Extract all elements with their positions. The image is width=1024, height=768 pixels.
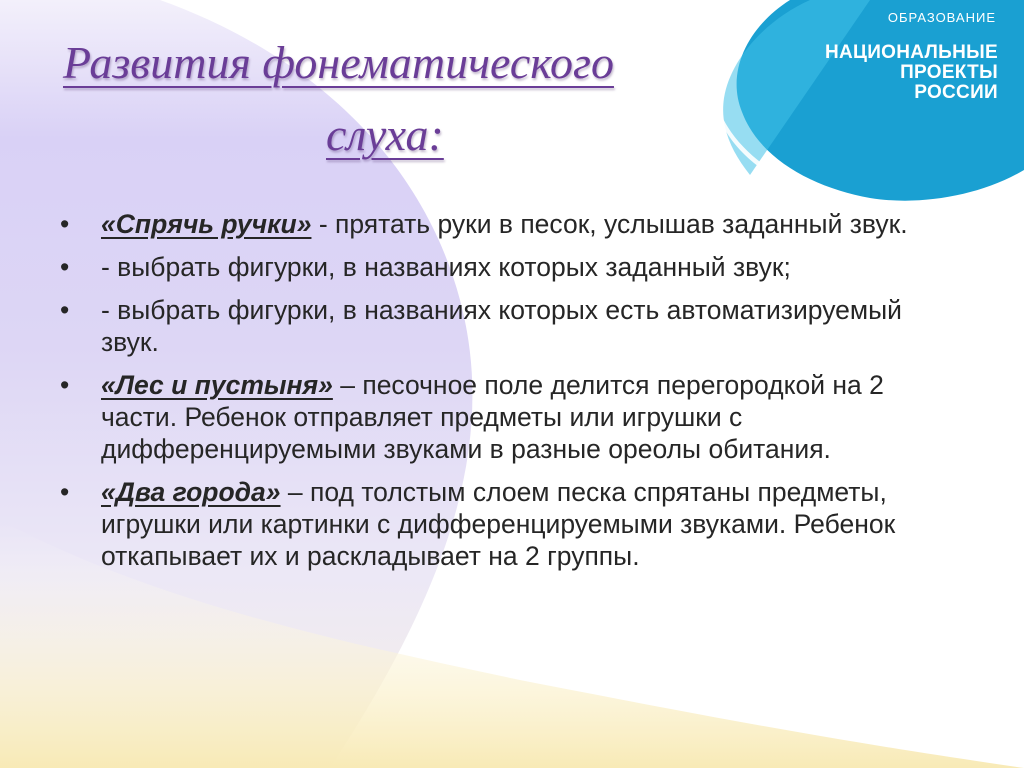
bullet-list (60, 208, 960, 583)
list-item (60, 208, 960, 240)
logo-text (790, 10, 998, 103)
logo-line-2: ПРОЕКТЫ (900, 62, 998, 83)
list-item (60, 294, 960, 358)
game-name: «Лес и пустыня» (101, 370, 333, 400)
logo-line-3: РОССИИ (914, 82, 998, 103)
bullet-icon: • (60, 295, 70, 325)
item-text: - выбрать фигурки, в названиях которых заданный звук; (101, 252, 791, 282)
list-item (60, 369, 960, 465)
bullet-icon: • (60, 209, 70, 239)
item-text: – под толстым слоем песка спрятаны предметы, игрушки или картинки с дифференцируемыми звуками. Ребенок откапывает их и раскладывает на 2 группы. (101, 477, 896, 571)
list-item (60, 476, 960, 572)
bullet-icon: • (60, 370, 70, 400)
item-text: – песочное поле делится перегородкой на 2 части. Ребенок отправляет предметы или игрушки с дифференцируемыми звуками в разные ореолы обитания. (101, 370, 884, 464)
game-name: «Спрячь ручки» (101, 209, 312, 239)
slide-title-line-2: слуха: (326, 109, 444, 160)
item-text: - прятать руки в песок, услышав заданный звук. (311, 209, 908, 239)
logo-education-label: ОБРАЗОВАНИЕ (887, 10, 996, 25)
slide-title-line-1: Развития фонематического (63, 37, 614, 88)
item-text: - выбрать фигурки, в названиях которых есть автоматизируемый звук. (101, 295, 902, 357)
game-name: «Два города» (101, 477, 281, 507)
logo-line-1: НАЦИОНАЛЬНЫЕ (824, 42, 998, 63)
bullet-icon: • (60, 252, 70, 282)
list-item (60, 251, 960, 283)
bullet-icon: • (60, 477, 70, 507)
